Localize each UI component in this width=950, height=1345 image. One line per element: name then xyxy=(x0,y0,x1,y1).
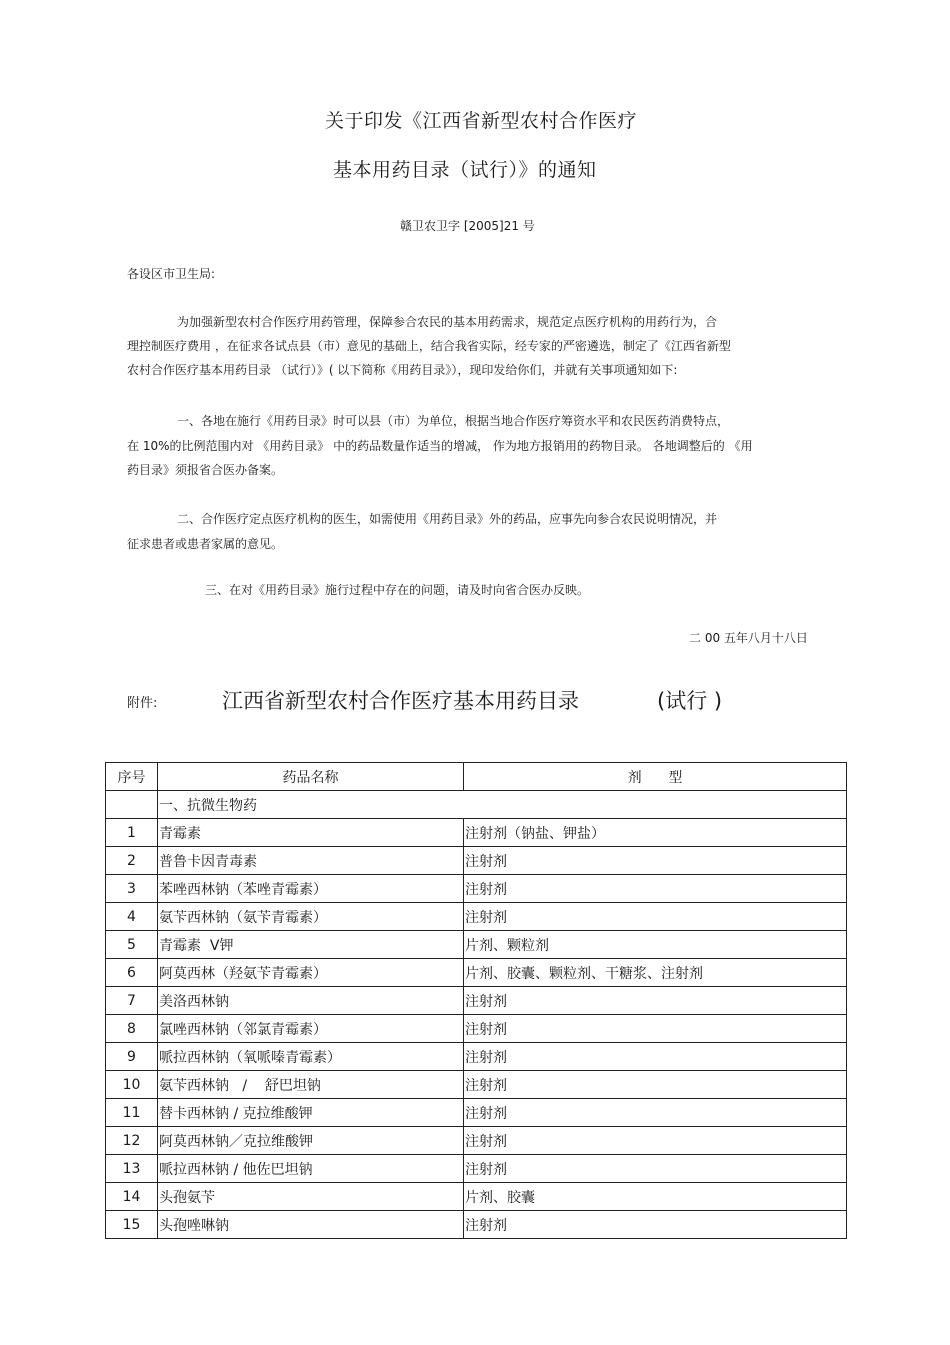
table-category-row xyxy=(106,791,847,819)
dosage-form: 注射剂（钠盐、钾盐） xyxy=(464,819,847,847)
row-number: 15 xyxy=(106,1211,158,1239)
dosage-form: 注射剂 xyxy=(464,1211,847,1239)
drug-name: 阿莫西林（羟氨苄青霉素） xyxy=(158,959,464,987)
table-row xyxy=(106,819,847,847)
table-row xyxy=(106,903,847,931)
row-number: 8 xyxy=(106,1015,158,1043)
row-number: 4 xyxy=(106,903,158,931)
dosage-form: 注射剂 xyxy=(464,1099,847,1127)
header-dosage-form: 剂 型 xyxy=(464,763,847,791)
dosage-form: 注射剂 xyxy=(464,875,847,903)
row-number: 11 xyxy=(106,1099,158,1127)
dosage-form: 注射剂 xyxy=(464,903,847,931)
table-row xyxy=(106,1155,847,1183)
dosage-form: 片剂、颗粒剂 xyxy=(464,931,847,959)
drug-name: 替卡西林钠 / 克拉维酸钾 xyxy=(158,1099,464,1127)
drug-name: 哌拉西林钠（氧哌嗪青霉素） xyxy=(158,1043,464,1071)
table-row xyxy=(106,1211,847,1239)
row-number: 2 xyxy=(106,847,158,875)
annex-label: 附件: xyxy=(127,696,158,711)
item-2-line: 征求患者或患者家属的意见。 xyxy=(127,537,284,551)
dosage-form: 注射剂 xyxy=(464,847,847,875)
item-3-line: 三、在对《用药目录》施行过程中存在的问题，请及时向省合医办反映。 xyxy=(205,583,590,597)
header-drug-name: 药品名称 xyxy=(158,763,464,791)
category-label: 一、抗微生物药 xyxy=(158,791,847,819)
table-row xyxy=(106,1043,847,1071)
item-1-line: 在 10%的比例范围内对 《用药目录》 中的药品数量作适当的增减， 作为地方报销用的药物目录。 各地调整后的 《用 xyxy=(127,439,753,453)
dosage-form: 注射剂 xyxy=(464,1155,847,1183)
drug-name: 头孢氨苄 xyxy=(158,1183,464,1211)
drug-name: 青霉素 xyxy=(158,819,464,847)
drug-name: 头孢唑啉钠 xyxy=(158,1211,464,1239)
item-2-line: 二、合作医疗定点医疗机构的医生，如需使用《用药目录》外的药品，应事先向参合农民说明情况，并 xyxy=(177,512,718,526)
row-number: 3 xyxy=(106,875,158,903)
row-number: 5 xyxy=(106,931,158,959)
table-row xyxy=(106,1015,847,1043)
drug-name: 哌拉西林钠 / 他佐巴坦钠 xyxy=(158,1155,464,1183)
dosage-form: 注射剂 xyxy=(464,1071,847,1099)
issue-date: 二 00 五年八月十八日 xyxy=(689,631,808,645)
drug-name: 氯唑西林钠（邻氯青霉素） xyxy=(158,1015,464,1043)
dosage-form: 注射剂 xyxy=(464,1043,847,1071)
table-row xyxy=(106,959,847,987)
drug-list-table xyxy=(105,762,847,1239)
item-1-line: 一、各地在施行《用药目录》时可以县（市）为单位，根据当地合作医疗筹资水平和农民医药消费特点， xyxy=(177,414,730,428)
row-number: 14 xyxy=(106,1183,158,1211)
salutation: 各设区市卫生局: xyxy=(127,267,216,281)
table-row xyxy=(106,1099,847,1127)
item-1-line: 药目录》须报省合医办备案。 xyxy=(127,463,284,477)
drug-name: 普鲁卡因青毒素 xyxy=(158,847,464,875)
dosage-form: 注射剂 xyxy=(464,987,847,1015)
row-number: 9 xyxy=(106,1043,158,1071)
annex-title: 江西省新型农村合作医疗基本用药目录 xyxy=(222,689,579,713)
document-number: 赣卫农卫字 [2005]21 号 xyxy=(400,219,535,233)
drug-name: 苯唑西林钠（苯唑青霉素） xyxy=(158,875,464,903)
drug-name: 青霉素 V钾 xyxy=(158,931,464,959)
document-title-line-2: 基本用药目录（试行）》的通知 xyxy=(333,159,597,181)
dosage-form: 片剂、胶囊 xyxy=(464,1183,847,1211)
intro-line: 为加强新型农村合作医疗用药管理，保障参合农民的基本用药需求，规范定点医疗机构的用药行为，合 xyxy=(177,315,718,329)
drug-name: 美洛西林钠 xyxy=(158,987,464,1015)
table-row xyxy=(106,931,847,959)
table-row xyxy=(106,1127,847,1155)
intro-line: 理控制医疗费用 ，在征求各试点县（市）意见的基础上，结合我省实际，经专家的严密遴选，制定了《江西省新型 xyxy=(127,339,731,353)
row-number: 13 xyxy=(106,1155,158,1183)
annex-title-suffix: (试行 ) xyxy=(657,689,723,713)
dosage-form: 注射剂 xyxy=(464,1015,847,1043)
header-index: 序号 xyxy=(106,763,158,791)
table-row xyxy=(106,875,847,903)
table-row xyxy=(106,1183,847,1211)
intro-line: 农村合作医疗基本用药目录 （试行）》( 以下简称《用药目录》），现印发给你们，并就有关事项通知如下: xyxy=(127,363,678,377)
drug-name: 阿莫西林钠／克拉维酸钾 xyxy=(158,1127,464,1155)
table-row xyxy=(106,987,847,1015)
row-number: 6 xyxy=(106,959,158,987)
drug-name: 氨苄西林钠 / 舒巴坦钠 xyxy=(158,1071,464,1099)
row-number: 7 xyxy=(106,987,158,1015)
document-title-line-1: 关于印发《江西省新型农村合作医疗 xyxy=(325,110,638,132)
dosage-form: 片剂、胶囊、颗粒剂、干糖浆、注射剂 xyxy=(464,959,847,987)
drug-name: 氨苄西林钠（氨苄青霉素） xyxy=(158,903,464,931)
table-header-row xyxy=(106,763,847,791)
row-number: 1 xyxy=(106,819,158,847)
table-row xyxy=(106,847,847,875)
dosage-form: 注射剂 xyxy=(464,1127,847,1155)
row-number: 10 xyxy=(106,1071,158,1099)
row-number: 12 xyxy=(106,1127,158,1155)
table-row xyxy=(106,1071,847,1099)
